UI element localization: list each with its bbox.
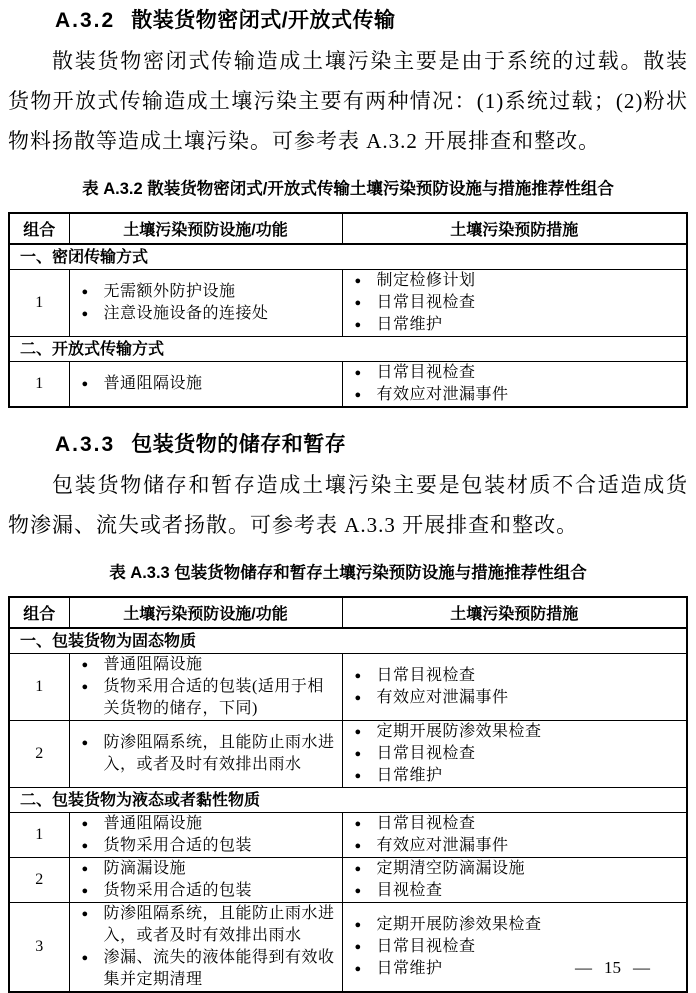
measure-item-text: 有效应对泄漏事件 [376,689,509,706]
measure-item [343,665,687,687]
bullet-icon: ● [354,726,362,738]
bullet-icon: ● [354,963,362,975]
column-header: 组合 [9,213,69,244]
bullet-icon: ● [354,840,362,852]
table-row [9,858,687,903]
facility-item [70,281,342,303]
table-row [9,654,687,721]
bullet-icon: ● [81,818,89,830]
combo-number: 1 [9,813,69,858]
facilities-cell [69,858,342,903]
facility-item-text: 注意设施设备的连接处 [103,305,269,322]
facility-item [70,947,342,991]
measures-cell [342,813,687,858]
measure-item [343,858,687,880]
group-title-row [9,244,687,270]
measure-item [343,743,687,765]
table-row [9,721,687,788]
bullet-icon: ● [81,286,89,298]
table-a32 [8,212,688,408]
bullet-icon: ● [354,748,362,760]
facility-item [70,373,342,395]
measure-item-text: 定期开展防渗效果检查 [376,723,542,740]
measures-cell [342,721,687,788]
facility-item-text: 货物采用合适的包装 [103,837,253,854]
bullet-icon: ● [354,275,362,287]
bullet-icon: ● [354,319,362,331]
bullet-icon: ● [81,908,89,920]
measure-item [343,292,687,314]
table-header-row [9,597,687,628]
bullet-icon: ● [354,885,362,897]
facilities-cell [69,813,342,858]
measure-item [343,362,687,384]
section-title: 散装货物密闭式/开放式传输 [131,9,396,32]
combo-number: 1 [9,362,69,408]
facilities-cell [69,270,342,337]
group-title-row [9,788,687,813]
table-caption-a33: 表 A.3.3 包装货物储存和暂存土壤污染预防设施与措施推荐性组合 [109,564,587,582]
facility-item [70,903,342,947]
footer-dash-left: — [575,958,592,977]
facility-item [70,858,342,880]
facility-item-text: 普通阻隔设施 [103,815,203,832]
bullet-icon: ● [354,297,362,309]
facility-item-text: 防渗阻隔系统，且能防止雨水进入，或者及时有效排出雨水 [103,905,335,944]
page-number: 15 [604,958,621,977]
bullet-icon: ● [354,770,362,782]
section-number: A.3.2 [55,9,116,32]
measure-item [343,721,687,743]
section-number: A.3.3 [55,433,116,456]
bullet-icon: ● [81,885,89,897]
facility-item-text: 货物采用合适的包装(适用于相关货物的储存，下同) [103,678,324,717]
measure-item-text: 定期开展防渗效果检查 [376,916,542,933]
measures-cell [342,362,687,408]
section-heading-a32 [55,6,688,36]
column-header: 土壤污染预防措施 [342,597,687,628]
facility-item-text: 防滴漏设施 [103,860,187,877]
bullet-icon: ● [354,367,362,379]
bullet-icon: ● [354,389,362,401]
facilities-cell [69,903,342,993]
measure-item-text: 日常目视检查 [376,745,476,762]
column-header: 土壤污染预防措施 [342,213,687,244]
bullet-icon: ● [81,952,89,964]
measure-item [343,270,687,292]
table-a33 [8,596,688,993]
measure-item-text: 日常维护 [376,316,443,333]
facility-item-text: 渗漏、流失的液体能得到有效收集并定期清理 [103,949,335,988]
table-row [9,813,687,858]
facility-item [70,732,342,776]
facility-item-text: 防渗阻隔系统，且能防止雨水进入，或者及时有效排出雨水 [103,734,335,773]
measure-item [343,936,687,958]
measure-item-text: 日常维护 [376,767,443,784]
footer-dash-right: — [633,958,650,977]
measure-item-text: 日常目视检查 [376,294,476,311]
bullet-icon: ● [81,659,89,671]
facility-item [70,880,342,902]
facilities-cell [69,362,342,408]
bullet-icon: ● [354,818,362,830]
facility-item [70,813,342,835]
table-header-row [9,213,687,244]
table-row [9,270,687,337]
bullet-icon: ● [81,863,89,875]
table-row [9,362,687,408]
measure-item-text: 有效应对泄漏事件 [376,837,509,854]
measure-item-text: 日常目视检查 [376,667,476,684]
group-title-row [9,337,687,362]
measure-item-text: 目视检查 [376,882,443,899]
facilities-cell [69,721,342,788]
measure-item [343,914,687,936]
facility-item-text: 无需额外防护设施 [103,283,236,300]
column-header: 土壤污染预防设施/功能 [69,213,342,244]
measure-item-text: 制定检修计划 [376,272,476,289]
measure-item-text: 日常目视检查 [376,364,476,381]
facility-item-text: 货物采用合适的包装 [103,882,253,899]
bullet-icon: ● [354,670,362,682]
facilities-cell [69,654,342,721]
measure-item [343,314,687,336]
bullet-icon: ● [354,863,362,875]
measure-item-text: 日常维护 [376,960,443,977]
facility-item [70,676,342,720]
measures-cell [342,654,687,721]
section-heading-a33 [55,430,688,460]
bullet-icon: ● [81,681,89,693]
measure-item [343,765,687,787]
measure-item-text: 日常目视检查 [376,815,476,832]
group-title: 二、包装货物为液态或者黏性物质 [9,788,687,813]
group-title: 二、开放式传输方式 [9,337,687,362]
measure-item [343,880,687,902]
combo-number: 2 [9,721,69,788]
table-caption-a32: 表 A.3.2 散装货物密闭式/开放式传输土壤污染预防设施与措施推荐性组合 [82,180,614,198]
combo-number: 1 [9,654,69,721]
measure-item [343,813,687,835]
bullet-icon: ● [81,737,89,749]
column-header: 土壤污染预防设施/功能 [69,597,342,628]
combo-number: 2 [9,858,69,903]
measure-item [343,687,687,709]
bullet-icon: ● [354,692,362,704]
combo-number: 1 [9,270,69,337]
group-title: 一、包装货物为固态物质 [9,628,687,654]
group-title: 一、密闭传输方式 [9,244,687,270]
facility-item [70,835,342,857]
bullet-icon: ● [354,919,362,931]
bullet-icon: ● [354,941,362,953]
measure-item-text: 日常目视检查 [376,938,476,955]
combo-number: 3 [9,903,69,993]
measure-item-text: 有效应对泄漏事件 [376,386,509,403]
measure-item [343,835,687,857]
paragraph-a33: 包装货物储存和暂存造成土壤污染主要是包装材质不合适造成货物渗漏、流失或者扬散。可参考表 A.3.3 开展排查和整改。 [8,473,688,537]
facility-item [70,654,342,676]
measures-cell [342,270,687,337]
facility-item-text: 普通阻隔设施 [103,656,203,673]
column-header: 组合 [9,597,69,628]
group-title-row [9,628,687,654]
measure-item-text: 定期清空防滴漏设施 [376,860,526,877]
facility-item-text: 普通阻隔设施 [103,375,203,392]
measures-cell [342,858,687,903]
measure-item [343,384,687,406]
bullet-icon: ● [81,840,89,852]
paragraph-a32: 散装货物密闭式传输造成土壤污染主要是由于系统的过载。散装货物开放式传输造成土壤污染主要有两种情况：(1)系统过载；(2)粉状物料扬散等造成土壤污染。可参考表 A.3.2 开展排查和整改。 [8,49,688,153]
facility-item [70,303,342,325]
bullet-icon: ● [81,308,89,320]
page-footer [563,957,662,979]
bullet-icon: ● [81,378,89,390]
section-title: 包装货物的储存和暂存 [131,433,347,456]
